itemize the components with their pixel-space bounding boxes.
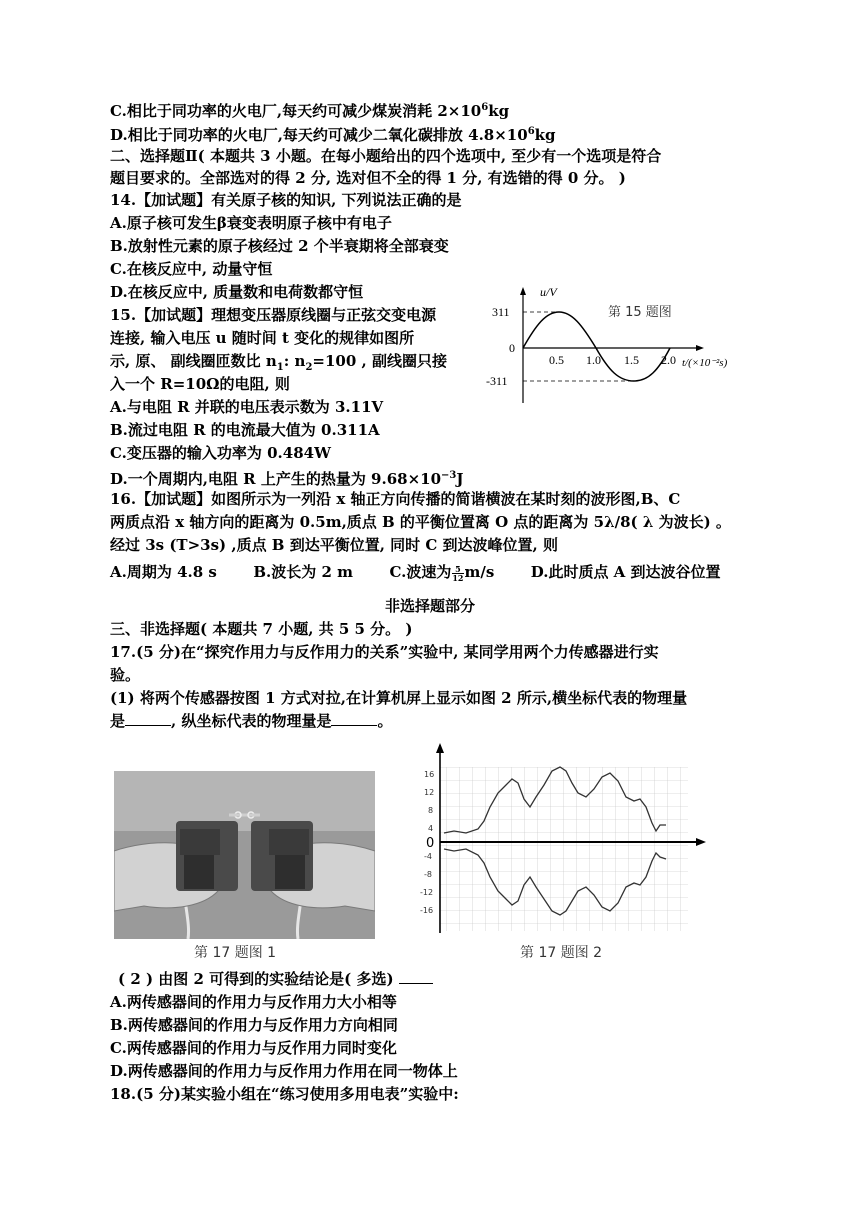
fig17-2-grid xyxy=(440,767,688,931)
fig15-x-tick: 1.0 xyxy=(586,353,601,367)
q16-stem-line3: 经过 3s (T>3s) ,质点 B 到达平衡位置, 同时 C 到达波峰位置, 则 xyxy=(110,536,558,554)
q15-stem-line2: 连接, 输入电压 u 随时间 t 变化的规律如图所 xyxy=(110,329,415,347)
q16-stem-line2: 两质点沿 x 轴方向的距离为 0.5m,质点 B 的平衡位置离 O 点的距离为 5λ/8( λ 为波长) 。 xyxy=(110,513,731,531)
fig15-x-arrow xyxy=(696,345,704,351)
q15-stem-line4: 入一个 R=10Ω的电阻, 则 xyxy=(110,375,290,393)
fig17-2-y-tick: -8 xyxy=(424,870,432,879)
q15-option-c: C.变压器的输入功率为 0.484W xyxy=(110,444,331,462)
fig17-2-y-tick: 16 xyxy=(424,770,435,779)
q14-option-c: C.在核反应中, 动量守恒 xyxy=(110,260,273,278)
fig17-2-y-tick: 4 xyxy=(428,824,434,833)
q15-option-a: A.与电阻 R 并联的电压表示数为 3.11V xyxy=(110,398,384,416)
fig15-x-tick: 0.5 xyxy=(549,353,564,367)
q17-sub1-line1: (1) 将两个传感器按图 1 方式对拉,在计算机屏上显示如图 2 所示,横坐标代表的物理量 xyxy=(110,689,688,707)
q15-option-b: B.流过电阻 R 的电流最大值为 0.311A xyxy=(110,421,380,439)
fig15-x-tick: 2.0 xyxy=(661,353,676,367)
fig17-2-origin: 0 xyxy=(426,836,435,851)
q14-option-b: B.放射性元素的原子核经过 2 个半衰期将全部衰变 xyxy=(110,237,449,255)
fig17-2-y-tick: 8 xyxy=(428,806,434,815)
fig17-2-y-tick: -12 xyxy=(420,888,434,897)
fig17-2-y-tick: -4 xyxy=(424,852,432,861)
q15-stem-line1: 15.【加试题】理想变压器原线圈与正弦交变电源 xyxy=(110,306,437,324)
q16-options xyxy=(110,562,721,582)
figure-15-sine-graph xyxy=(478,285,740,405)
q17-stem-line2: 验。 xyxy=(110,666,141,684)
q17-option-c: C.两传感器间的作用力与反作用力同时变化 xyxy=(110,1039,397,1057)
q17-stem-line1: 17.(5 分)在“探究作用力与反作用力的关系”实验中, 某同学用两个力传感器进行实 xyxy=(110,643,659,661)
q16-fraction: $\frac{5}{12}$ xyxy=(452,563,464,583)
q14-option-a: A.原子核可发生β衰变表明原子核中有电子 xyxy=(110,214,392,232)
fig15-y-min-label: -311 xyxy=(486,374,508,388)
q15-stem-line3: 示, 原、 副线圈匝数比 $n_1$: $n_2=100$ , 副线圈只接 xyxy=(110,352,447,373)
fig15-x-label: t/(×10⁻²s) xyxy=(682,357,728,369)
answer-blank-2[interactable] xyxy=(331,711,377,726)
fig17-2-y-arrow xyxy=(436,743,444,753)
fig17-1-caption: 第 17 题图 1 xyxy=(194,945,277,961)
fig17-2-caption: 第 17 题图 2 xyxy=(520,945,603,961)
fig17-2-y-tick: 12 xyxy=(424,788,435,797)
q16-option-d: D.此时质点 A 到达波谷位置 xyxy=(530,563,721,581)
q17-option-a: A.两传感器间的作用力与反作用力大小相等 xyxy=(110,993,397,1011)
fig15-y-arrow xyxy=(520,287,526,295)
q16-option-c: C.波速为 $\frac{5}{12}$ m/s xyxy=(389,563,495,583)
q18-stem: 18.(5 分)某实验小组在“练习使用多用电表”实验中: xyxy=(110,1085,459,1103)
section2-heading-line2: 题目要求的。全部选对的得 2 分, 选对但不全的得 1 分, 有选错的得 0 分。 ) xyxy=(110,169,626,187)
q14-option-d: D.在核反应中, 质量数和电荷数都守恒 xyxy=(110,283,364,301)
q13-option-d: D.相比于同功率的火电厂,每天约可减少二氧化碳排放 $4.8\times 10^6kg$ xyxy=(110,126,556,144)
answer-blank-3[interactable] xyxy=(399,969,433,984)
fig15-origin-label: 0 xyxy=(509,341,515,355)
q17-sub2-stem: ( 2 ) 由图 2 可得到的实验结论是( 多选) xyxy=(118,969,433,989)
section3-heading: 三、非选择题( 本题共 7 小题, 共 5 5 分。 ) xyxy=(110,620,413,638)
q17-sub1-line2: 是 , 纵坐标代表的物理量是 。 xyxy=(110,712,393,730)
fig17-2-y-tick: -16 xyxy=(420,906,434,915)
q15-option-d: D.一个周期内,电阻 R 上产生的热量为 $9.68\times 10^{-3}J$ xyxy=(110,470,464,488)
fig15-x-tick: 1.5 xyxy=(624,353,639,367)
q17-option-d: D.两传感器间的作用力与反作用力作用在同一物体上 xyxy=(110,1062,458,1080)
fig15-y-max-label: 311 xyxy=(492,305,510,319)
q16-option-a: A.周期为 4.8 s xyxy=(110,563,217,581)
q16-option-b: B.波长为 2 m xyxy=(253,563,353,581)
fig17-2-x-arrow xyxy=(696,838,706,846)
q14-stem: 14.【加试题】有关原子核的知识, 下列说法正确的是 xyxy=(110,191,462,209)
q17-option-b: B.两传感器间的作用力与反作用力方向相同 xyxy=(110,1016,398,1034)
part-title: 非选择题部分 xyxy=(384,597,475,615)
figure-17-2-graph xyxy=(420,741,710,937)
fig15-sine-curve xyxy=(523,312,670,381)
q16-stem-line1: 16.【加试题】如图所示为一列沿 x 轴正方向传播的简谐横波在某时刻的波形图,B、C xyxy=(110,490,681,508)
fig15-caption: 第 15 题图 xyxy=(608,305,672,320)
section2-heading-line1: 二、选择题Ⅱ( 本题共 3 小题。在每小题给出的四个选项中, 至少有一个选项是符合 xyxy=(110,147,662,165)
fig15-y-label: u/V xyxy=(540,285,557,299)
q13-option-c: C.相比于同功率的火电厂,每天约可减少煤炭消耗 $2\times 10^6kg$ xyxy=(110,102,510,120)
figure-17-1-photo xyxy=(114,771,375,939)
answer-blank-1[interactable] xyxy=(125,711,171,726)
